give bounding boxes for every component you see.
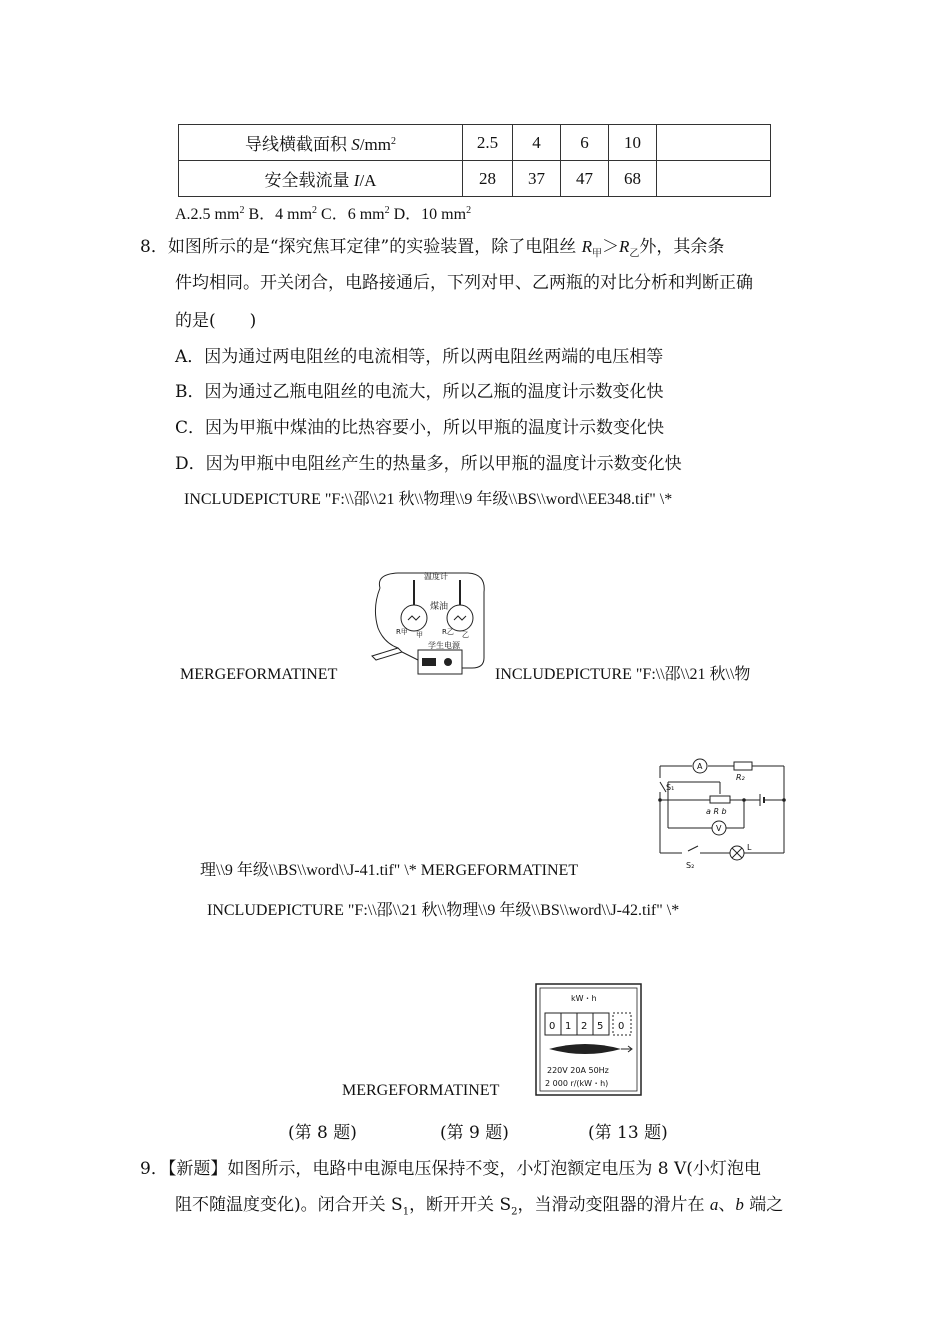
meter-digit: 0 bbox=[618, 1021, 625, 1032]
meter-digit: 0 bbox=[549, 1021, 556, 1032]
table-row bbox=[179, 161, 771, 197]
table-cell: 4 bbox=[513, 125, 561, 161]
row-label: 导线横截面积 $S/mm^2$ bbox=[179, 125, 463, 161]
field-code-merge-1: MERGEFORMATINET bbox=[180, 666, 338, 683]
label-ammeter: A bbox=[697, 762, 703, 771]
label-r-yi: R乙 bbox=[442, 628, 454, 636]
meter-digit: 5 bbox=[597, 1021, 604, 1032]
meter-digit: 1 bbox=[565, 1021, 572, 1032]
table-cell: 68 bbox=[609, 161, 657, 197]
table-cell: 2.5 bbox=[463, 125, 513, 161]
label-lamp: L bbox=[747, 843, 752, 852]
table-cell bbox=[657, 161, 771, 197]
field-code-2b: 理\\9 年级\\BS\\word\\J-41.tif" \* MERGEFORMATINET bbox=[200, 862, 579, 879]
label-r2: R₂ bbox=[736, 773, 745, 782]
q9-stem-line2: 阻不随温度变化)。闭合开关 $S_1$，断开开关 $S_2$，当滑动变阻器的滑片在 a、b 端之 bbox=[175, 1195, 784, 1218]
label-r-jia: R甲 bbox=[396, 628, 408, 636]
option-a: A.2.5 mm bbox=[175, 206, 240, 223]
energy-meter-figure bbox=[535, 983, 642, 1096]
q8-stem-line1: 8．如图所示的是“探究焦耳定律”的实验装置，除了电阻丝 $R_甲>R_乙$外，其余条 bbox=[140, 237, 725, 260]
table-cell bbox=[657, 125, 771, 161]
q7-options: A.2.5 $mm^2$ B．4 $mm^2$ C．6 $mm^2$ D．10 $mm^2$ bbox=[175, 205, 472, 223]
caption-fig8: (第 8 题) bbox=[288, 1123, 357, 1143]
label-arb: a R b bbox=[706, 807, 727, 816]
option-c: C．6 mm bbox=[321, 206, 385, 223]
option-b: B．4 mm bbox=[248, 206, 313, 223]
circuit-figure bbox=[652, 758, 794, 874]
meter-unit: kW・h bbox=[571, 994, 597, 1003]
meter-digit: 2 bbox=[581, 1021, 588, 1032]
table-cell: 6 bbox=[561, 125, 609, 161]
table-cell: 37 bbox=[513, 161, 561, 197]
switch-icon bbox=[372, 648, 402, 660]
meter-rating: 220V 20A 50Hz bbox=[547, 1066, 609, 1075]
q8-stem-line3: 的是( ) bbox=[175, 311, 257, 331]
q8-option-a: A．因为通过两电阻丝的电流相等，所以两电阻丝两端的电压相等 bbox=[175, 347, 664, 367]
q8-option-b: B．因为通过乙瓶电阻丝的电流大，所以乙瓶的温度计示数变化快 bbox=[175, 382, 664, 402]
table-row bbox=[179, 125, 771, 161]
label-power-supply: 学生电源 bbox=[428, 641, 460, 650]
field-code-1: INCLUDEPICTURE "F:\\邵\\21 秋\\物理\\9 年级\\BS\\word\\EE348.tif" \* bbox=[184, 491, 673, 508]
label-jia: 甲 bbox=[416, 631, 423, 639]
conductor-table bbox=[178, 124, 771, 197]
label-voltmeter: V bbox=[716, 824, 722, 833]
q8-option-c: C．因为甲瓶中煤油的比热容要小，所以甲瓶的温度计示数变化快 bbox=[175, 418, 665, 438]
label-yi: 乙 bbox=[462, 631, 469, 639]
table-cell: 47 bbox=[561, 161, 609, 197]
label-s2: S₂ bbox=[686, 861, 695, 870]
table-cell: 10 bbox=[609, 125, 657, 161]
table-cell: 28 bbox=[463, 161, 513, 197]
caption-fig9: (第 9 题) bbox=[440, 1123, 509, 1143]
q8-stem-line2: 件均相同。开关闭合，电路接通后，下列对甲、乙两瓶的对比分析和判断正确 bbox=[175, 273, 753, 293]
q9-stem-line1: 9．【新题】如图所示，电路中电源电压保持不变，小灯泡额定电压为 8 V(小灯泡电 bbox=[140, 1159, 761, 1179]
row-label: 安全载流量 I/A bbox=[179, 161, 463, 197]
field-code-merge-3: MERGEFORMATINET bbox=[342, 1082, 500, 1099]
label-thermometer: 温度计 bbox=[424, 572, 448, 581]
field-code-3: INCLUDEPICTURE "F:\\邵\\21 秋\\物理\\9 年级\\BS\\word\\J-42.tif" \* bbox=[207, 902, 680, 919]
field-code-2: INCLUDEPICTURE "F:\\邵\\21 秋\\物 bbox=[495, 666, 751, 683]
joule-law-figure bbox=[368, 568, 490, 680]
label-s1: S₁ bbox=[666, 783, 675, 792]
label-kerosene: 煤油 bbox=[430, 602, 449, 612]
meter-revolutions: 2 000 r/(kW・h) bbox=[545, 1079, 609, 1088]
q8-option-d: D．因为甲瓶中电阻丝产生的热量多，所以甲瓶的温度计示数变化快 bbox=[175, 454, 682, 474]
option-d: D．10 mm bbox=[393, 206, 467, 223]
caption-fig13: (第 13 题) bbox=[588, 1123, 668, 1143]
